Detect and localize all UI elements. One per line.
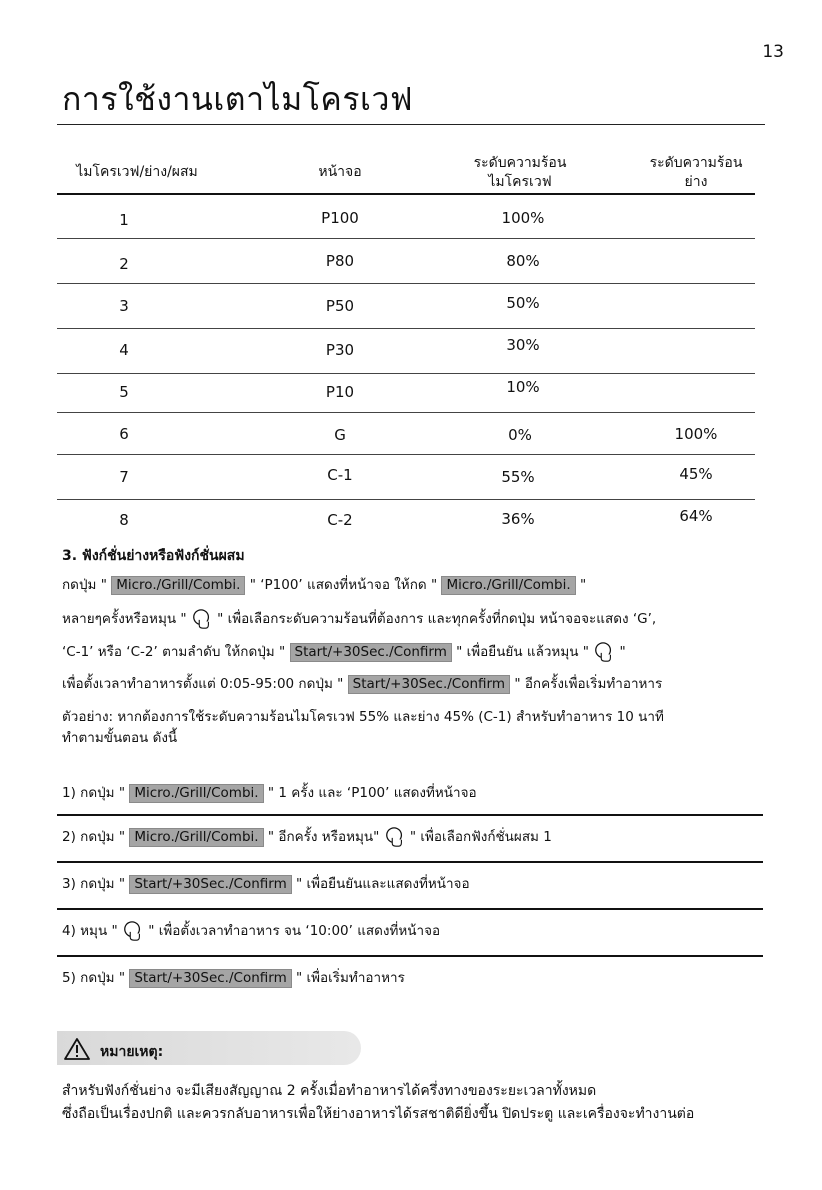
text: ‘C-1’ หรือ ‘C-2’ ตามลำดับ ให้กดปุ่ม " (62, 644, 286, 660)
header-micro-line2: ไมโครเวฟ (488, 174, 552, 190)
row-2-display: P80 (325, 252, 355, 270)
row-3-micro: 50% (506, 294, 540, 312)
note-label: หมายเหตุ: (100, 1044, 164, 1060)
start-confirm-button: Start/+30Sec./Confirm (129, 875, 291, 894)
header-mode: ไมโครเวฟ/ย่าง/ผสม (76, 164, 198, 180)
table-row-divider (57, 412, 755, 413)
micro-grill-combi-button: Micro./Grill/Combi. (129, 828, 263, 847)
step-5 (62, 967, 405, 989)
section-title: 3. ฟังก์ชั่นย่างหรือฟังก์ชั่นผสม (62, 548, 245, 564)
row-1-mode: 1 (119, 211, 129, 229)
text: " (619, 644, 626, 660)
text: " เพื่อยืนยัน แล้วหมุน " (456, 644, 589, 660)
warning-triangle-icon (64, 1038, 90, 1060)
step-divider (57, 861, 763, 863)
row-7-micro: 55% (501, 468, 535, 486)
step-divider (57, 955, 763, 957)
row-6-display: G (334, 426, 346, 444)
table-row-divider (57, 283, 755, 284)
start-confirm-button: Start/+30Sec./Confirm (348, 675, 510, 694)
example-line: ทำตามขั้นตอน ดังนี้ (62, 730, 178, 746)
table-header-divider (57, 193, 755, 195)
text: " เพื่อเลือกฟังก์ชั่นผสม 1 (409, 829, 552, 845)
row-6-micro: 0% (508, 426, 532, 444)
step-1 (62, 782, 477, 804)
dial-knob-hand-icon (384, 826, 406, 848)
row-1-micro: 100% (501, 209, 545, 227)
text: 3) กดปุ่ม " (62, 876, 126, 892)
text: เพื่อตั้งเวลาทำอาหารตั้งแต่ 0:05-95:00 กดปุ่ม " (62, 676, 344, 692)
step-divider (57, 814, 763, 816)
step-3 (62, 873, 470, 895)
table-row-divider (57, 454, 755, 455)
row-3-mode: 3 (119, 297, 129, 315)
text: " อีกครั้ง หรือหมุน" (267, 829, 380, 845)
row-5-mode: 5 (119, 383, 129, 401)
header-grill-line2: ย่าง (684, 174, 708, 190)
dial-knob-hand-icon (593, 641, 615, 663)
micro-grill-combi-button: Micro./Grill/Combi. (111, 576, 245, 595)
row-2-mode: 2 (119, 255, 129, 273)
header-micro-line1: ระดับความร้อน (473, 155, 567, 171)
row-8-display: C-2 (327, 511, 353, 529)
text: " ‘P100’ แสดงที่หน้าจอ ให้กด " (249, 577, 438, 593)
header-grill-line1: ระดับความร้อน (649, 155, 743, 171)
header-display: หน้าจอ (318, 164, 362, 180)
row-7-display: C-1 (327, 466, 353, 484)
page-number: 13 (762, 42, 784, 62)
table-row-divider (57, 499, 755, 500)
row-4-micro: 30% (506, 336, 540, 354)
text: กดปุ่ม " (62, 577, 107, 593)
instruction-line-3 (62, 641, 626, 663)
note-line-1: สำหรับฟังก์ชั่นย่าง จะมีเสียงสัญญาณ 2 ครั้งเมื่อทำอาหารได้ครึ่งทางของระยะเวลาทั้งหมด (62, 1083, 597, 1099)
header-grill-power (626, 154, 766, 192)
row-1-display: P100 (321, 209, 359, 227)
text: 4) หมุน " (62, 923, 118, 939)
row-2-micro: 80% (506, 252, 540, 270)
row-3-display: P50 (325, 297, 355, 315)
row-5-micro: 10% (506, 378, 540, 396)
row-8-mode: 8 (119, 511, 129, 529)
row-4-mode: 4 (119, 341, 129, 359)
step-divider (57, 908, 763, 910)
text: " (579, 577, 587, 593)
example-line: ตัวอย่าง: หากต้องการใช้ระดับความร้อนไมโครเวฟ 55% และย่าง 45% (C-1) สำหรับทำอาหาร 10 นาที (62, 709, 664, 725)
text: 2) กดปุ่ม " (62, 829, 126, 845)
note-line-2: ซึ่งถือเป็นเรื่องปกติ และควรกลับอาหารเพื่อให้ย่างอาหารได้รสชาติดียิ่งขึ้น ปิดประตู และเครื่องจะทำงานต่อ (62, 1106, 695, 1122)
table-row-divider (57, 373, 755, 374)
table-row-divider (57, 238, 755, 239)
row-4-display: P30 (325, 341, 355, 359)
text: 5) กดปุ่ม " (62, 970, 126, 986)
table-row-divider (57, 328, 755, 329)
text: " 1 ครั้ง และ ‘P100’ แสดงที่หน้าจอ (267, 785, 477, 801)
text: " เพื่อเลือกระดับความร้อนที่ต้องการ และทุกครั้งที่กดปุ่ม หน้าจอจะแสดง ‘G’, (217, 611, 657, 627)
row-6-grill: 100% (674, 425, 718, 443)
text: 1) กดปุ่ม " (62, 785, 126, 801)
instruction-line-1 (62, 575, 586, 595)
row-7-mode: 7 (119, 468, 129, 486)
text: " เพื่อยืนยันและแสดงที่หน้าจอ (296, 876, 470, 892)
micro-grill-combi-button: Micro./Grill/Combi. (129, 784, 263, 803)
instruction-line-2 (62, 608, 656, 630)
text: หลายๆครั้งหรือหมุน " (62, 611, 187, 627)
title-divider (57, 124, 765, 125)
micro-grill-combi-button: Micro./Grill/Combi. (441, 576, 575, 595)
row-7-grill: 45% (679, 465, 713, 483)
dial-knob-hand-icon (122, 920, 144, 942)
header-micro-power (450, 154, 590, 192)
row-5-display: P10 (325, 383, 355, 401)
step-2 (62, 826, 552, 848)
text: " อีกครั้งเพื่อเริ่มทำอาหาร (514, 676, 663, 692)
text: " เพื่อเริ่มทำอาหาร (296, 970, 405, 986)
row-8-micro: 36% (501, 510, 535, 528)
row-6-mode: 6 (119, 425, 129, 443)
row-8-grill: 64% (679, 507, 713, 525)
instruction-line-4 (62, 674, 662, 694)
text: " เพื่อตั้งเวลาทำอาหาร จน ‘10:00’ แสดงที่หน้าจอ (148, 923, 441, 939)
page-title: การใช้งานเตาไมโครเวฟ (62, 80, 414, 118)
start-confirm-button: Start/+30Sec./Confirm (290, 643, 452, 662)
dial-knob-hand-icon (191, 608, 213, 630)
start-confirm-button: Start/+30Sec./Confirm (129, 969, 291, 988)
step-4 (62, 920, 440, 942)
